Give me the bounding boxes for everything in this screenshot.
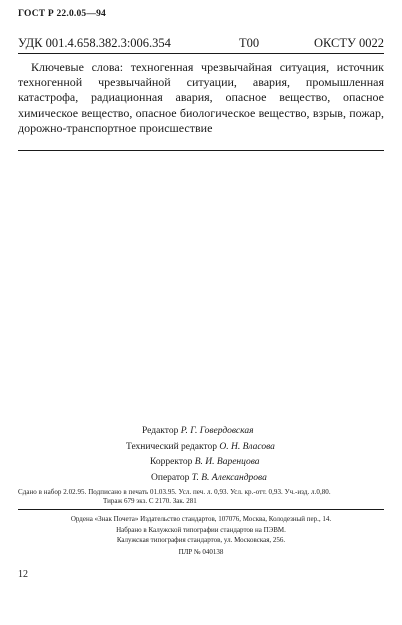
okstu-code: ОКСТУ 0022 (313, 36, 384, 50)
page-number: 12 (18, 569, 28, 580)
publication-details-line2: Тираж 679 экз. С 2170. Зак. 281 (103, 497, 197, 505)
standard-code: ГОСТ Р 22.0.05—94 (18, 9, 106, 19)
printer-line: Ордена «Знак Почета» Издательство стандартов, 107076, Москва, Колодезный пер., 14. (70, 515, 332, 523)
staff-name: Р. Г. Говердовская (180, 426, 254, 436)
classification-row (18, 36, 384, 52)
staff-line-tech-editor (126, 440, 402, 456)
staff-role: Редактор (142, 426, 179, 436)
publication-details-line1: Сдано в набор 2.02.95. Подписано в печать 01.03.95. Усл. печ. л. 0,93. Усл. кр.-отт. 0,93. Уч.-изд. л.0,80. (18, 488, 331, 496)
printer-info (0, 514, 402, 546)
staff-role: Корректор (150, 457, 193, 467)
staff-role: Технический редактор (126, 441, 217, 452)
imprint-divider (18, 509, 384, 510)
staff-role: Оператор (151, 472, 190, 483)
keywords-divider (18, 150, 384, 151)
top-divider (18, 53, 384, 54)
udk-code: УДК 001.4.658.382.3:006.354 (18, 36, 171, 50)
printer-line: Калужская типография стандартов, ул. Московская, 256. (116, 536, 286, 544)
plr-number: ПЛР № 040138 (178, 548, 224, 556)
staff-name: В. И. Варенцова (194, 457, 260, 467)
printer-line: Набрано в Калужской типографии стандартов на ПЭВМ. (116, 525, 286, 534)
keywords-paragraph: Ключевые слова: техногенная чрезвычайная ситуация, источник техногенной чрезвычайной ситуации, авария, промышленная катастрофа, радиационная авария, опасное вещество, опасное химическое вещество, опасное биологическое вещество, взрыв, пожар, дорожно-транспортное происшествие (18, 60, 384, 135)
staff-name: Т. В. Александрова (191, 472, 267, 483)
staff-credits (0, 424, 402, 486)
staff-name: О. Н. Власова (219, 441, 275, 452)
staff-line-operator (151, 471, 402, 487)
class-code: Т00 (239, 36, 260, 50)
staff-line-proofreader (150, 455, 402, 471)
staff-line-editor (142, 424, 402, 440)
